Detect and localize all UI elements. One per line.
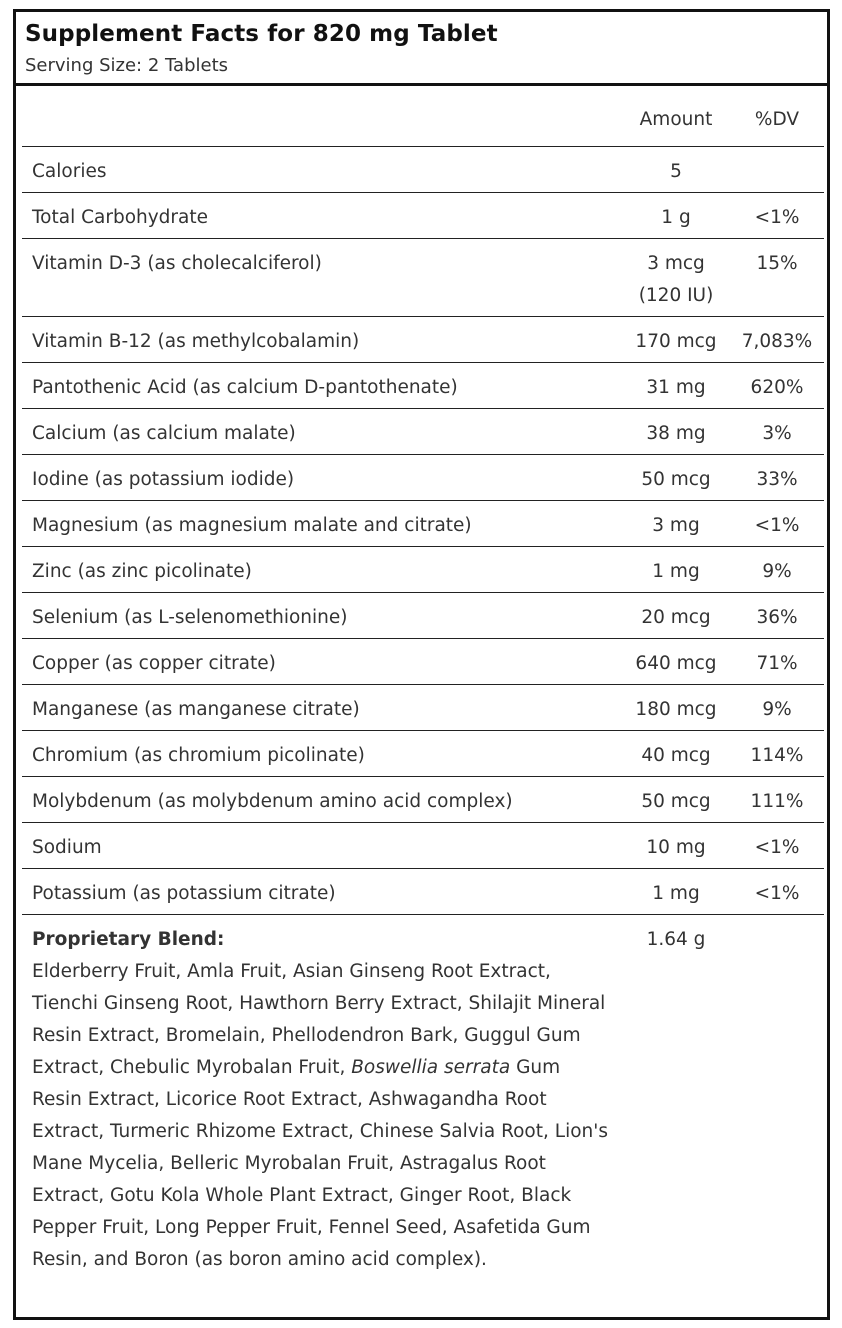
blend-ingredients-italic: Boswellia serrata [351, 1057, 511, 1078]
nutrient-amount: 50 mcg [641, 791, 711, 812]
nutrient-dv: 3% [762, 423, 792, 444]
panel-header [16, 12, 827, 86]
table-row [22, 147, 824, 193]
nutrient-amount: 640 mcg [635, 653, 717, 674]
nutrient-amount: 180 mcg [635, 699, 717, 720]
nutrient-amount: 1 g [661, 207, 691, 228]
nutrient-name: Pantothenic Acid (as calcium D-pantothenate) [32, 377, 458, 398]
nutrient-name: Vitamin D-3 (as cholecalciferol) [32, 253, 322, 274]
proprietary-blend-title: Proprietary Blend: [32, 929, 225, 950]
nutrient-name: Selenium (as L-selenomethionine) [32, 607, 348, 628]
table-row [22, 317, 824, 363]
nutrient-amount: 38 mg [646, 423, 706, 444]
blend-ingredients-part2: Gum Resin Extract, Licorice Root Extract, Ashwagandha Root Extract, Turmeric Rhizome Extract, Chinese Salvia Root, Lion's Mane Mycelia, Belleric Myrobalan Fruit, Astragalus Root Extract, Gotu Kola Whole Plant Extract, Ginger Root, Black Pepper Fruit, Long Pepper Fruit, Fennel Seed, Asafetida Gum Resin, and Boron (as boron amino acid complex). [32, 1057, 608, 1270]
nutrient-dv: 15% [756, 253, 798, 274]
nutrient-dv: 33% [756, 469, 798, 490]
nutrient-dv: 620% [750, 377, 804, 398]
proprietary-blend-amount: 1.64 g [646, 929, 706, 950]
nutrient-amount: 170 mcg [635, 331, 717, 352]
nutrient-name: Sodium [32, 837, 102, 858]
nutrient-name: Chromium (as chromium picolinate) [32, 745, 365, 766]
table-row [22, 455, 824, 501]
nutrient-amount: 1 mg [652, 561, 700, 582]
table-row [22, 869, 824, 915]
nutrient-amount: 5 [670, 161, 682, 182]
table-row [22, 823, 824, 869]
nutrient-name: Magnesium (as magnesium malate and citrate) [32, 515, 472, 536]
table-row [22, 547, 824, 593]
nutrient-name: Calcium (as calcium malate) [32, 423, 296, 444]
nutrient-name: Total Carbohydrate [32, 207, 209, 228]
nutrient-name: Iodine (as potassium iodide) [32, 469, 295, 490]
nutrient-amount: 31 mg [646, 377, 706, 398]
nutrient-name: Vitamin B-12 (as methylcobalamin) [32, 331, 360, 352]
table-row [22, 193, 824, 239]
nutrient-dv: 9% [762, 699, 792, 720]
nutrient-name: Molybdenum (as molybdenum amino acid complex) [32, 791, 513, 812]
nutrient-dv: 71% [756, 653, 798, 674]
dv-column-header: %DV [754, 109, 800, 130]
nutrient-amount: 3 mg [652, 515, 700, 536]
nutrient-dv: <1% [754, 837, 800, 858]
nutrient-name: Potassium (as potassium citrate) [32, 883, 336, 904]
nutrient-amount: 3 mcg [647, 253, 705, 274]
proprietary-blend-row [22, 915, 824, 1315]
table-row [22, 363, 824, 409]
proprietary-blend-text [32, 924, 612, 1276]
panel-title: Supplement Facts for 820 mg Tablet [25, 21, 498, 47]
nutrient-dv: 36% [756, 607, 798, 628]
table-row [22, 501, 824, 547]
table-row [22, 239, 824, 317]
nutrient-name: Calories [32, 161, 107, 182]
nutrient-name: Copper (as copper citrate) [32, 653, 276, 674]
serving-size: Serving Size: 2 Tablets [25, 55, 229, 76]
nutrient-name: Manganese (as manganese citrate) [32, 699, 360, 720]
amount-column-header: Amount [639, 109, 713, 130]
nutrient-amount: 10 mg [646, 837, 706, 858]
nutrient-dv: <1% [754, 515, 800, 536]
table-row [22, 593, 824, 639]
facts-table [22, 89, 824, 1315]
nutrient-dv: <1% [754, 207, 800, 228]
blend-ingredients-part1: Elderberry Fruit, Amla Fruit, Asian Ginseng Root Extract, Tienchi Ginseng Root, Hawthorn Berry Extract, Shilajit Mineral Resin Extract, Bromelain, Phellodendron Bark, Guggul Gum Extract, Chebulic Myrobalan Fruit, [32, 961, 606, 1078]
table-row [22, 777, 824, 823]
table-row [22, 639, 824, 685]
table-row [22, 731, 824, 777]
nutrient-name: Zinc (as zinc picolinate) [32, 561, 252, 582]
nutrient-amount: 1 mg [652, 883, 700, 904]
nutrient-dv: <1% [754, 883, 800, 904]
supplement-facts-panel [13, 9, 830, 1320]
nutrient-amount: 50 mcg [641, 469, 711, 490]
nutrient-dv: 9% [762, 561, 792, 582]
nutrient-amount: 40 mcg [641, 745, 711, 766]
nutrient-amount-secondary: (120 IU) [638, 285, 714, 306]
nutrient-dv: 114% [750, 745, 804, 766]
column-header-row [22, 89, 824, 147]
table-row [22, 409, 824, 455]
nutrient-dv: 7,083% [741, 331, 813, 352]
nutrient-amount: 20 mcg [641, 607, 711, 628]
table-row [22, 685, 824, 731]
nutrient-dv: 111% [750, 791, 804, 812]
